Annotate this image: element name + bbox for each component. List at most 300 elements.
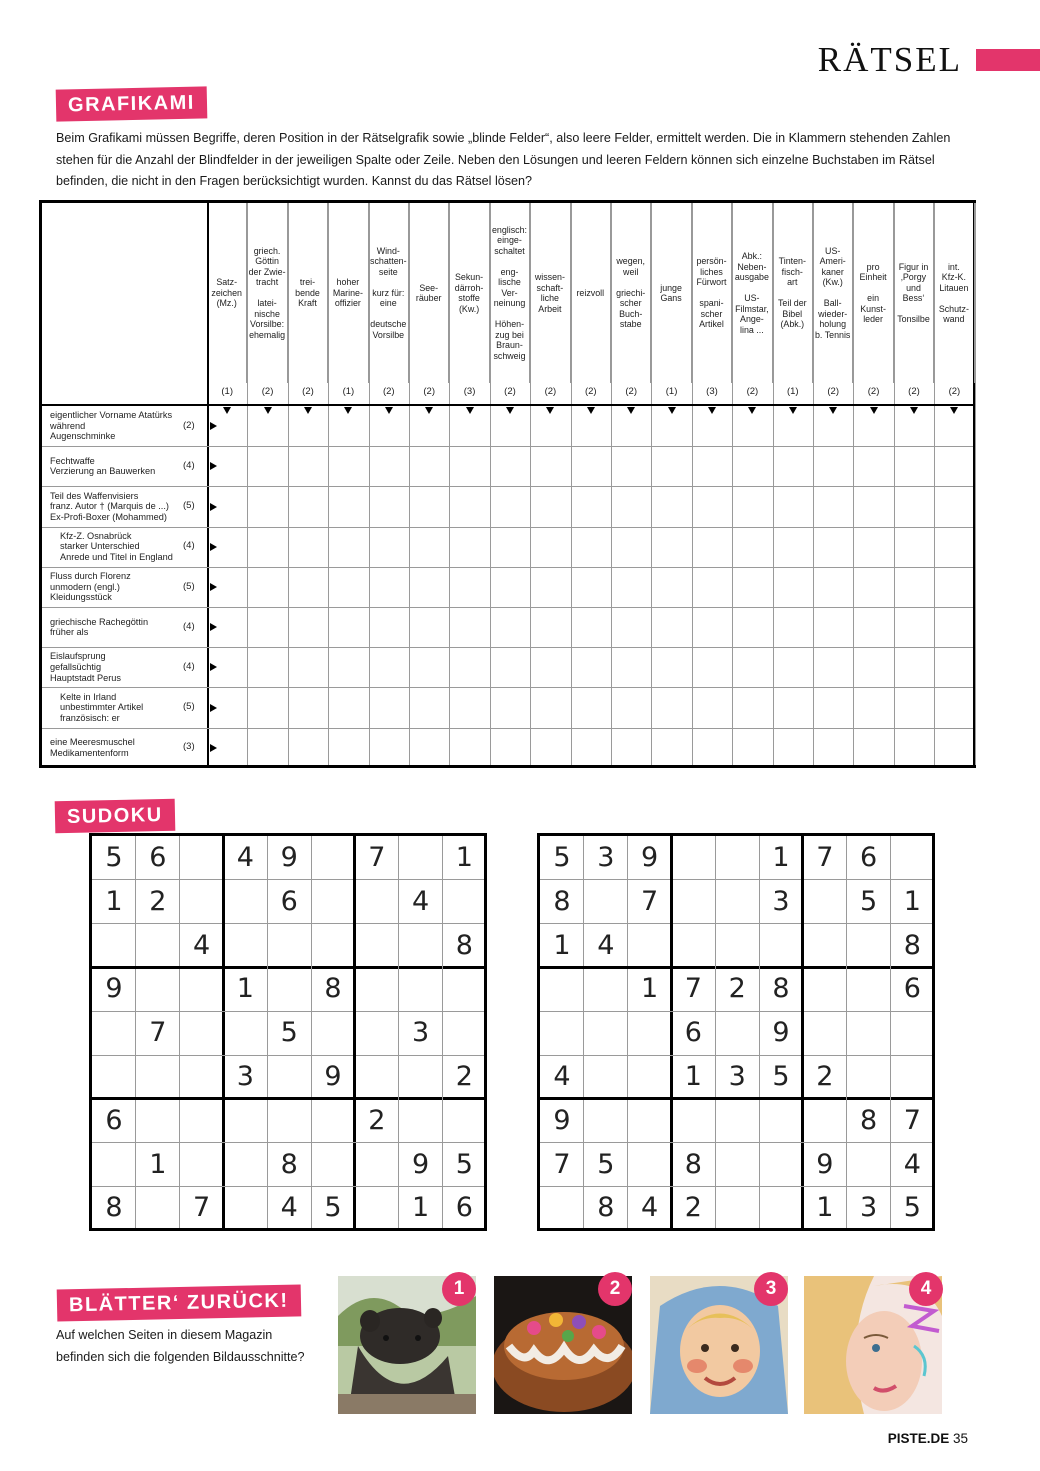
sudoku-cell[interactable] <box>759 1099 803 1143</box>
sudoku-cell[interactable] <box>223 1186 267 1230</box>
section-title: RÄTSEL <box>817 40 962 79</box>
sudoku-cell[interactable] <box>442 1099 486 1143</box>
row-clue-text: eine Meeresmuschel Medikamentenform <box>50 737 135 758</box>
row-clue <box>42 446 207 486</box>
row-clue <box>42 486 207 526</box>
grid-line <box>692 203 693 765</box>
image-badge-2: 2 <box>598 1272 632 1306</box>
sudoku-cell[interactable]: 5 <box>860 885 878 917</box>
sudoku-cell[interactable] <box>671 880 715 924</box>
sudoku-cell[interactable]: 8 <box>280 1148 298 1180</box>
grid-line <box>409 203 410 765</box>
sudoku-cell[interactable] <box>715 1011 759 1055</box>
column-clue-text: Figur in ‚Porgy und Bess‘ Tonsilbe <box>897 261 930 324</box>
sudoku-cell[interactable] <box>136 1186 180 1230</box>
sudoku-cell[interactable] <box>399 967 443 1011</box>
sudoku-cell[interactable] <box>223 1011 267 1055</box>
sudoku-cell[interactable]: 7 <box>553 1148 571 1180</box>
sudoku-cell[interactable] <box>847 1011 891 1055</box>
column-blank-count: (2) <box>948 386 961 397</box>
sudoku-cell[interactable] <box>759 924 803 968</box>
grid-line <box>773 203 774 765</box>
sudoku-cell[interactable] <box>715 1099 759 1143</box>
grid-line <box>207 203 209 765</box>
sudoku-cell[interactable] <box>584 880 628 924</box>
sudoku-cell[interactable] <box>628 1055 672 1099</box>
sudoku-cell[interactable] <box>715 1186 759 1230</box>
sudoku-cell[interactable] <box>223 1143 267 1187</box>
sudoku-cell[interactable]: 9 <box>772 1017 790 1049</box>
sudoku-cell[interactable] <box>628 924 672 968</box>
sudoku-cell[interactable] <box>355 1143 399 1187</box>
sudoku-cell[interactable]: 6 <box>684 1017 702 1049</box>
column-blank-count: (3) <box>706 386 718 397</box>
column-clue-text: Sekun- därroh- stoffe (Kw.) <box>454 272 484 314</box>
sudoku-cell[interactable] <box>180 1011 224 1055</box>
sudoku-cell[interactable] <box>803 880 847 924</box>
sudoku-cell[interactable] <box>847 1143 891 1187</box>
column-clue-text: See- räuber <box>415 282 442 303</box>
sudoku-cell[interactable]: 5 <box>772 1061 790 1092</box>
grid-line <box>853 203 854 765</box>
arrow-down-icon <box>708 407 716 414</box>
sudoku-cell[interactable] <box>355 924 399 968</box>
sudoku-cell[interactable]: 7 <box>193 1192 211 1224</box>
column-blank-count: (2) <box>908 386 920 397</box>
sudoku-cell[interactable]: 1 <box>772 842 790 873</box>
sudoku-cell[interactable] <box>890 1055 934 1099</box>
sudoku-cell[interactable]: 1 <box>236 973 254 1005</box>
sudoku-cell[interactable] <box>442 880 486 924</box>
sudoku-cell[interactable] <box>628 1011 672 1055</box>
sudoku-cell[interactable] <box>355 1055 399 1099</box>
arrow-right-icon <box>210 623 217 631</box>
sudoku-cell[interactable] <box>311 836 355 880</box>
grid-line <box>247 203 248 765</box>
sudoku-cell[interactable]: 5 <box>105 842 123 873</box>
sudoku-cell[interactable]: 8 <box>903 929 921 961</box>
sudoku-cell[interactable] <box>584 1055 628 1099</box>
arrow-right-icon <box>210 744 217 752</box>
grafikami-tag: GRAFIKAMI <box>56 86 207 121</box>
sudoku-cell[interactable] <box>540 1011 584 1055</box>
sudoku-cell[interactable]: 3 <box>412 1017 430 1049</box>
arrow-down-icon <box>829 407 837 414</box>
grid-line <box>813 203 814 765</box>
sudoku-cell[interactable] <box>92 1055 136 1099</box>
sudoku-cell[interactable] <box>267 1055 311 1099</box>
sudoku-cell[interactable]: 6 <box>903 973 921 1005</box>
sudoku-cell[interactable] <box>715 924 759 968</box>
sudoku-tag: SUDOKU <box>55 799 175 833</box>
sudoku-cell[interactable] <box>355 880 399 924</box>
row-blank-count: (5) <box>183 500 195 512</box>
sudoku-cell[interactable] <box>136 967 180 1011</box>
column-clue <box>894 203 934 383</box>
sudoku-cell[interactable]: 1 <box>455 842 473 873</box>
column-blank-count: (1) <box>786 386 799 397</box>
sudoku-cell[interactable]: 7 <box>816 842 834 873</box>
sudoku-cell[interactable] <box>399 924 443 968</box>
column-clue <box>207 203 247 383</box>
arrow-down-icon <box>385 407 393 414</box>
page-footer <box>888 1431 968 1446</box>
column-clue-text: US- Ameri- kaner (Kw.) Ball- wieder- holung b. Tennis <box>815 245 851 340</box>
sudoku-cell[interactable]: 4 <box>553 1061 571 1092</box>
column-clue <box>288 203 328 383</box>
arrow-down-icon <box>789 407 797 414</box>
column-clue-text: wissen- schaft- liche Arbeit <box>534 272 565 314</box>
sudoku-cell[interactable]: 4 <box>903 1148 921 1180</box>
column-clue-text: hoher Marine- offizier <box>332 277 363 309</box>
row-blank-count: (4) <box>183 540 195 552</box>
sudoku-cell[interactable]: 5 <box>553 842 571 873</box>
sudoku-cell[interactable]: 1 <box>641 973 659 1005</box>
sudoku-cell[interactable] <box>584 967 628 1011</box>
row-clue <box>42 406 207 446</box>
column-clue <box>692 203 732 383</box>
row-clue <box>42 607 207 647</box>
column-blank-count: (2) <box>302 386 314 397</box>
sudoku-cell[interactable] <box>399 1055 443 1099</box>
sudoku-cell[interactable]: 8 <box>455 929 473 961</box>
arrow-right-icon <box>210 462 217 470</box>
sudoku-cell[interactable]: 1 <box>684 1061 702 1092</box>
column-clue-text: int. Kfz-K. Litauen Schutz- wand <box>938 261 969 324</box>
row-clue <box>42 567 207 607</box>
sudoku-cell[interactable] <box>399 836 443 880</box>
sudoku-cell[interactable] <box>180 836 224 880</box>
sudoku-cell[interactable] <box>847 924 891 968</box>
arrow-down-icon <box>748 407 756 414</box>
column-clue <box>328 203 368 383</box>
sudoku-cell[interactable]: 3 <box>236 1061 254 1092</box>
sudoku-cell[interactable] <box>759 1143 803 1187</box>
row-blank-count: (4) <box>183 620 195 632</box>
column-clue <box>651 203 691 383</box>
column-clue-text: reizvoll <box>576 287 605 298</box>
grid-line <box>530 203 531 765</box>
sudoku-cell[interactable]: 9 <box>816 1148 834 1180</box>
sudoku-puzzle-2 <box>537 833 935 1231</box>
grid-line <box>449 203 450 765</box>
sudoku-cell[interactable]: 1 <box>412 1192 430 1224</box>
column-clue-text: Tinten- fisch- art Teil der Bibel (Abk.) <box>777 256 807 330</box>
sudoku-cell[interactable]: 4 <box>236 842 254 873</box>
sudoku-cell[interactable] <box>847 1055 891 1099</box>
grid-line <box>369 203 370 765</box>
arrow-down-icon <box>344 407 352 414</box>
sudoku-cell[interactable]: 8 <box>684 1148 702 1180</box>
sudoku-cell[interactable]: 3 <box>728 1061 746 1092</box>
sudoku-cell[interactable]: 3 <box>597 842 615 873</box>
sudoku-cell[interactable]: 2 <box>368 1104 386 1136</box>
sudoku-cell[interactable]: 4 <box>641 1192 659 1224</box>
column-blank-count: (2) <box>382 386 395 397</box>
grid-line <box>288 203 289 765</box>
grafikami-intro: Beim Grafikami müssen Begriffe, deren Position in der Rätselgrafik sowie „blinde Felder“, also leere Felder, ermittelt werden. Die in Klammern stehenden Zahlen stehen für die Anzahl der Blindfelder in der jeweiligen Spalte oder Zeile. Neben den Lösungen und leeren Feldern können sich einzelne Buchstaben im Rätsel befinden, die nicht in den Fragen berücksichtigt wurden. Kannst du das Rätsel lösen? <box>56 131 951 188</box>
sudoku-cell[interactable]: 6 <box>280 885 298 917</box>
sudoku-cell[interactable] <box>223 924 267 968</box>
sudoku-cell[interactable]: 2 <box>816 1061 834 1092</box>
sudoku-cell[interactable] <box>223 880 267 924</box>
site-name: PISTE.DE <box>887 1431 950 1446</box>
column-clue <box>813 203 853 383</box>
row-clue <box>42 687 207 727</box>
sudoku-cell[interactable] <box>803 1011 847 1055</box>
page-header <box>818 40 1040 80</box>
sudoku-cell[interactable] <box>311 880 355 924</box>
column-blank-count: (3) <box>463 386 476 397</box>
grafikami-grid <box>39 200 976 768</box>
sudoku-cell[interactable]: 6 <box>860 842 878 873</box>
column-clue <box>449 203 489 383</box>
sudoku-cell[interactable]: 7 <box>684 973 702 1005</box>
column-clue <box>773 203 813 383</box>
sudoku-cell[interactable]: 5 <box>455 1148 473 1180</box>
sudoku-cell[interactable]: 2 <box>728 973 746 1005</box>
sudoku-cell[interactable]: 9 <box>280 842 298 873</box>
sudoku-cell[interactable] <box>223 1099 267 1143</box>
sudoku-cell[interactable]: 8 <box>772 973 790 1005</box>
arrow-down-icon <box>546 407 554 414</box>
sudoku-cell[interactable] <box>180 1055 224 1099</box>
column-clue <box>530 203 570 383</box>
row-clue-text: griechische Rachegöttin früher als <box>50 616 149 638</box>
sudoku-cell[interactable]: 1 <box>553 929 571 961</box>
column-clue-text: Wind- schatten- seite kurz für: eine deutsche Vorsilbe <box>370 245 407 340</box>
sudoku-cell[interactable]: 2 <box>684 1192 702 1224</box>
arrow-down-icon <box>950 407 958 414</box>
column-clue-text: englisch: einge- schaltet eng- lische Ver- neinung Höhen- zug bei Braun- schweig <box>491 224 527 361</box>
sudoku-cell[interactable]: 4 <box>280 1192 298 1224</box>
sudoku-cell[interactable]: 2 <box>149 885 167 917</box>
sudoku-cell[interactable] <box>540 1186 584 1230</box>
column-clue <box>409 203 449 383</box>
sudoku-cell[interactable] <box>671 836 715 880</box>
sudoku-cell[interactable] <box>715 1143 759 1187</box>
column-blank-count: (2) <box>867 386 880 397</box>
column-blank-count: (2) <box>827 386 839 397</box>
arrow-down-icon <box>264 407 272 414</box>
sudoku-cell[interactable] <box>92 1011 136 1055</box>
sudoku-cell[interactable] <box>759 1186 803 1230</box>
sudoku-cell[interactable] <box>355 1011 399 1055</box>
sudoku-cell[interactable] <box>628 1143 672 1187</box>
column-blank-count: (2) <box>423 386 435 397</box>
arrow-right-icon <box>210 704 217 712</box>
sudoku-cell[interactable] <box>180 880 224 924</box>
sudoku-cell[interactable] <box>584 1011 628 1055</box>
arrow-down-icon <box>668 407 676 414</box>
sudoku-cell[interactable]: 3 <box>772 885 790 917</box>
sudoku-cell[interactable] <box>890 836 934 880</box>
sudoku-cell[interactable] <box>267 1099 311 1143</box>
sudoku-cell[interactable]: 9 <box>641 842 659 873</box>
sudoku-cell[interactable] <box>671 1099 715 1143</box>
arrow-right-icon <box>210 583 217 591</box>
column-clue <box>611 203 651 383</box>
column-clue <box>247 203 287 383</box>
column-blank-count: (2) <box>625 386 637 397</box>
sudoku-cell[interactable]: 7 <box>641 885 659 917</box>
column-clue <box>490 203 530 383</box>
row-blank-count: (4) <box>183 660 195 672</box>
arrow-right-icon <box>210 663 217 671</box>
grid-line <box>894 203 895 765</box>
sudoku-cell[interactable]: 8 <box>105 1192 123 1224</box>
sudoku-cell[interactable] <box>803 924 847 968</box>
sudoku-cell[interactable] <box>628 1099 672 1143</box>
arrow-down-icon <box>627 407 635 414</box>
row-clue <box>42 647 207 687</box>
sudoku-cell[interactable] <box>311 1099 355 1143</box>
row-clue-text: Fluss durch Florenz unmodern (engl.) Kleidungsstück <box>50 571 131 603</box>
arrow-right-icon <box>210 422 217 430</box>
row-clue-text: eigentlicher Vorname Atatürks während Augenschminke <box>50 410 173 442</box>
sudoku-cell[interactable]: 3 <box>860 1192 878 1224</box>
sudoku-cell[interactable]: 9 <box>324 1061 342 1092</box>
sudoku-cell[interactable] <box>355 967 399 1011</box>
column-clue-text: junge Gans <box>660 282 682 303</box>
grid-line <box>490 203 491 765</box>
sudoku-cell[interactable]: 9 <box>105 973 123 1005</box>
sudoku-cell[interactable]: 5 <box>324 1192 342 1224</box>
sudoku-cell[interactable]: 7 <box>903 1104 921 1136</box>
sudoku-cell[interactable] <box>715 880 759 924</box>
image-badge-1: 1 <box>442 1272 476 1306</box>
sudoku-cell[interactable] <box>399 1099 443 1143</box>
sudoku-cell[interactable]: 7 <box>368 842 386 873</box>
sudoku-cell[interactable] <box>715 836 759 880</box>
sudoku-cell[interactable]: 1 <box>149 1148 167 1180</box>
sudoku-cell[interactable] <box>803 967 847 1011</box>
sudoku-cell[interactable]: 9 <box>412 1148 430 1180</box>
row-blank-count: (5) <box>183 580 195 592</box>
column-clue-text: persön- liches Fürwort spani- scher Artikel <box>696 256 727 330</box>
column-clue-text: Abk.: Neben- ausgabe US- Filmstar, Ange- lina ... <box>734 251 769 335</box>
sudoku-cell[interactable] <box>180 967 224 1011</box>
column-clue-text: pro Einheit ein Kunst- leder <box>859 261 887 324</box>
sudoku-cell[interactable]: 1 <box>903 885 921 917</box>
sudoku-cell[interactable] <box>540 967 584 1011</box>
column-blank-count: (2) <box>504 386 516 397</box>
arrow-down-icon <box>223 407 231 414</box>
sudoku-cell[interactable]: 6 <box>455 1192 473 1224</box>
column-blank-count: (2) <box>261 386 274 397</box>
sudoku-cell[interactable] <box>847 967 891 1011</box>
sudoku-cell[interactable]: 4 <box>597 929 615 961</box>
column-blank-count: (1) <box>221 386 233 397</box>
sudoku-cell[interactable] <box>355 1186 399 1230</box>
sudoku-cell[interactable] <box>267 924 311 968</box>
image-badge-3: 3 <box>754 1272 788 1306</box>
sudoku-cell[interactable] <box>180 1099 224 1143</box>
sudoku-cell[interactable]: 8 <box>553 885 571 917</box>
sudoku-cell[interactable]: 7 <box>149 1017 167 1049</box>
arrow-down-icon <box>466 407 474 414</box>
grid-line <box>571 203 572 765</box>
arrow-down-icon <box>425 407 433 414</box>
sudoku-cell[interactable] <box>584 1099 628 1143</box>
sudoku-cell[interactable]: 5 <box>280 1017 298 1049</box>
row-clue-text: Kfz-Z. Osnabrück starker Unterschied Anrede und Titel in England <box>60 530 173 562</box>
sudoku-cell[interactable]: 8 <box>597 1192 615 1224</box>
sudoku-cell[interactable] <box>890 1011 934 1055</box>
arrow-down-icon <box>910 407 918 414</box>
sudoku-cell[interactable] <box>311 1011 355 1055</box>
column-blank-count: (2) <box>584 386 597 397</box>
column-clue-text: Satz- zeichen (Mz.) <box>211 277 242 309</box>
sudoku-cell[interactable]: 4 <box>193 929 211 961</box>
sudoku-cell[interactable] <box>136 1055 180 1099</box>
arrow-right-icon <box>210 503 217 511</box>
column-clue <box>571 203 611 383</box>
column-clue-text: trei- bende Kraft <box>295 277 320 309</box>
sudoku-cell[interactable]: 1 <box>105 885 123 917</box>
sudoku-cell[interactable]: 1 <box>816 1192 834 1224</box>
column-clue <box>934 203 974 383</box>
row-clue <box>42 728 207 768</box>
sudoku-cell[interactable]: 8 <box>860 1104 878 1136</box>
sudoku-cell[interactable] <box>311 924 355 968</box>
row-blank-count: (3) <box>183 741 195 753</box>
image-badge-4: 4 <box>909 1272 943 1306</box>
row-clue <box>42 527 207 567</box>
column-blank-count: (1) <box>342 386 355 397</box>
column-clue <box>732 203 772 383</box>
sudoku-cell[interactable] <box>311 1143 355 1187</box>
accent-bar <box>976 49 1040 71</box>
sudoku-cell[interactable] <box>442 1011 486 1055</box>
sudoku-cell[interactable]: 4 <box>412 885 430 917</box>
arrow-down-icon <box>870 407 878 414</box>
grid-line <box>611 203 612 765</box>
column-clue <box>369 203 409 383</box>
zurueck-tag: BLÄTTER‘ ZURÜCK! <box>57 1284 301 1321</box>
sudoku-cell[interactable] <box>267 967 311 1011</box>
sudoku-cell[interactable] <box>136 924 180 968</box>
row-blank-count: (4) <box>183 459 195 471</box>
sudoku-cell[interactable] <box>803 1099 847 1143</box>
sudoku-cell[interactable]: 8 <box>324 973 342 1005</box>
sudoku-cell[interactable]: 6 <box>105 1104 123 1136</box>
row-clue-text: Teil des Waffenvisiers franz. Autor † (Marquis de ...) Ex-Profi-Boxer (Mohammed) <box>50 490 169 522</box>
grid-line <box>934 203 935 765</box>
column-blank-count: (2) <box>746 386 759 397</box>
grid-line <box>975 203 976 765</box>
sudoku-cell[interactable]: 5 <box>597 1148 615 1180</box>
sudoku-cell[interactable] <box>92 924 136 968</box>
column-blank-count: (1) <box>665 386 678 397</box>
sudoku-cell[interactable] <box>92 1143 136 1187</box>
row-clue-text: Kelte in Irland unbestimmter Artikel französisch: er <box>60 691 144 723</box>
sudoku-cell[interactable]: 2 <box>455 1061 473 1092</box>
sudoku-cell[interactable] <box>442 967 486 1011</box>
sudoku-cell[interactable]: 9 <box>553 1104 571 1136</box>
column-clue <box>853 203 893 383</box>
grid-line <box>732 203 733 765</box>
sudoku-cell[interactable]: 6 <box>149 842 167 873</box>
row-blank-count: (5) <box>183 701 195 713</box>
arrow-down-icon <box>304 407 312 414</box>
sudoku-cell[interactable] <box>180 1143 224 1187</box>
grid-line <box>328 203 329 765</box>
row-blank-count: (2) <box>183 419 195 431</box>
sudoku-cell[interactable] <box>136 1099 180 1143</box>
sudoku-cell[interactable]: 5 <box>903 1192 921 1224</box>
sudoku-cell[interactable] <box>671 924 715 968</box>
